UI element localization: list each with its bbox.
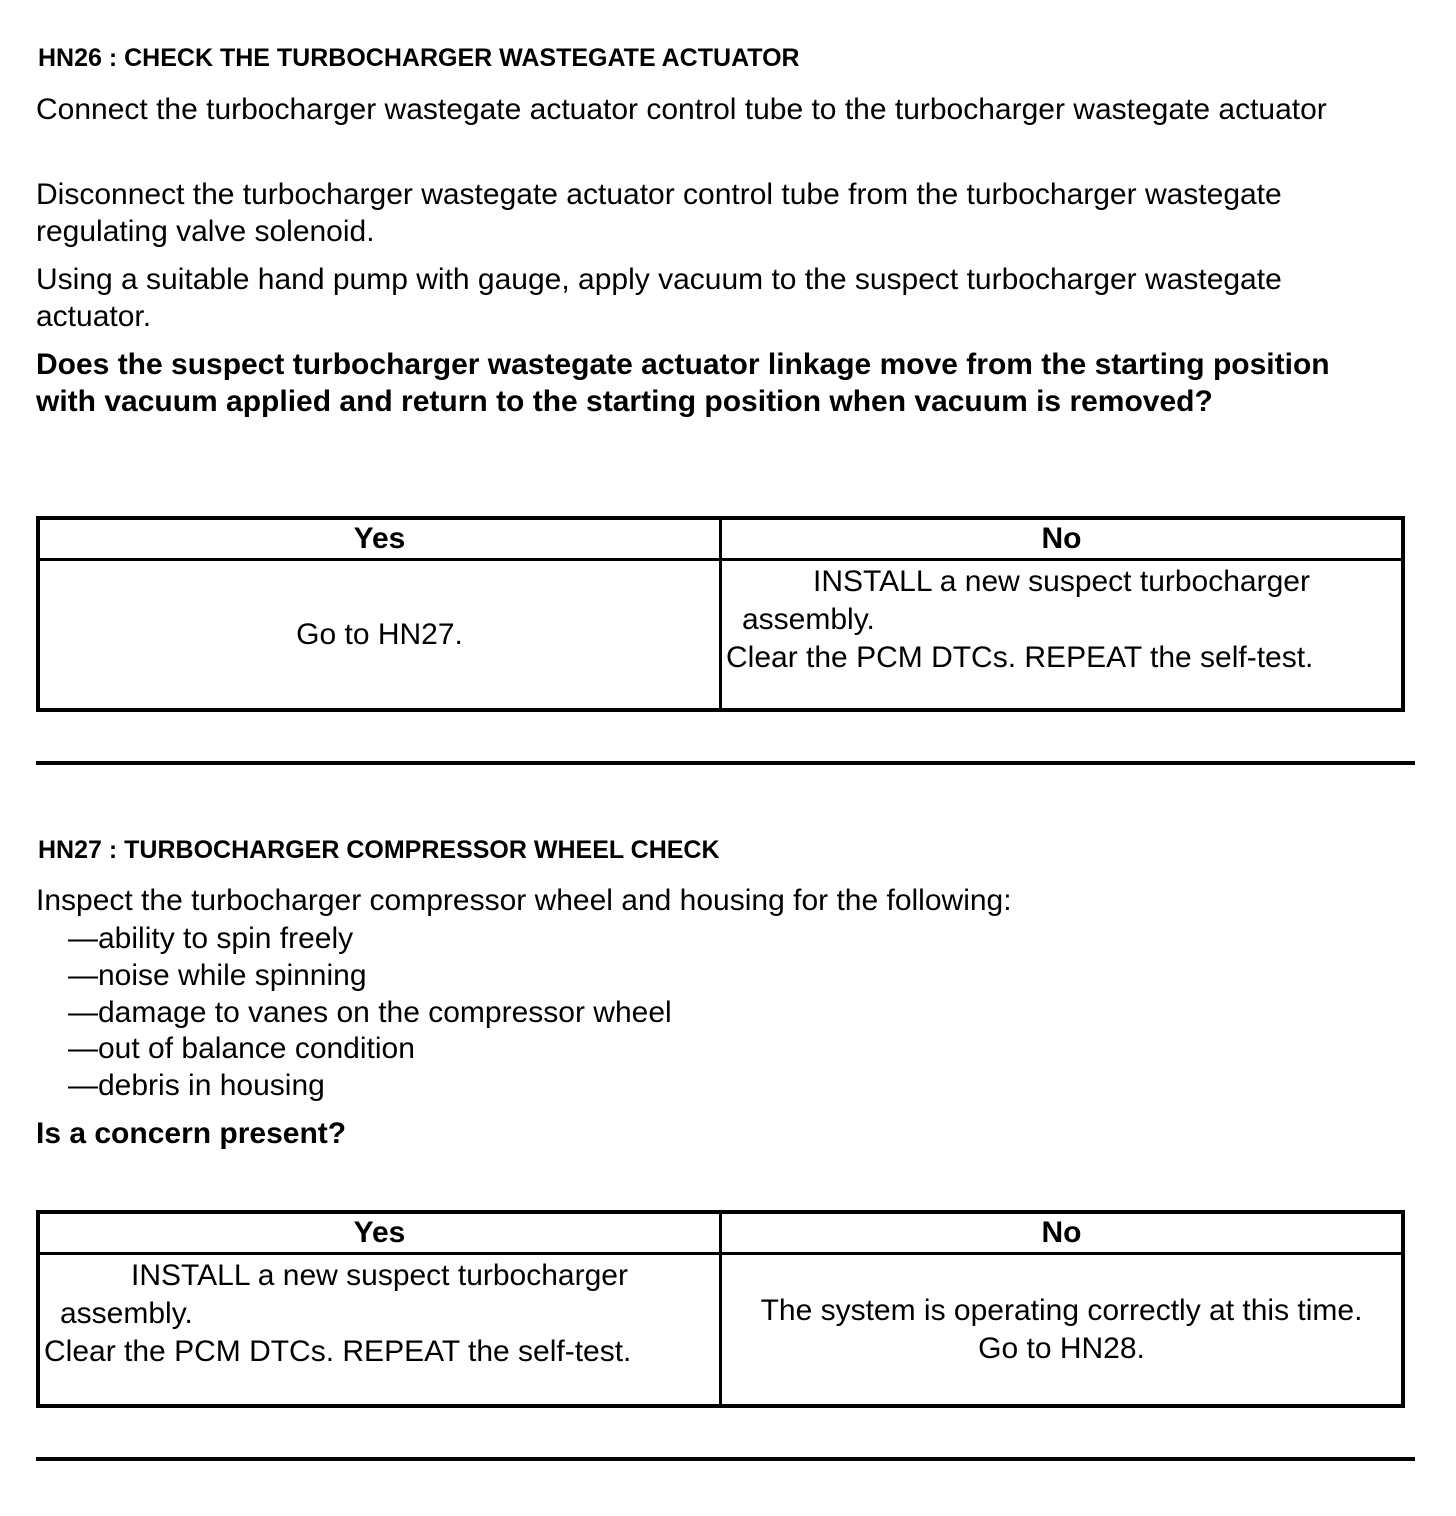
hn26-step-2: Disconnect the turbocharger wastegate actuator control tube from the turbocharger wastegate regulating valve solenoid. (36, 178, 1282, 248)
yes-action-line: Clear the PCM DTCs. REPEAT the self-test. (44, 1335, 632, 1368)
no-action-line: Clear the PCM DTCs. REPEAT the self-test. (726, 641, 1314, 674)
yes-action-line: INSTALL a new suspect turbocharger (131, 1259, 628, 1292)
check-item: —noise while spinning (68, 959, 367, 992)
section-divider (36, 1457, 1415, 1461)
yes-header: Yes (38, 518, 721, 560)
no-action-line: assembly. (742, 603, 875, 636)
no-action-line: The system is operating correctly at this time. (760, 1293, 1363, 1327)
no-header: No (721, 1212, 1404, 1254)
no-header: No (721, 518, 1404, 560)
hn26-yes-cell (38, 560, 721, 711)
hn27-question: Is a concern present? (36, 1117, 347, 1150)
hn26-heading: HN26 : CHECK THE TURBOCHARGER WASTEGATE ACTUATOR (38, 44, 800, 72)
no-action-line: INSTALL a new suspect turbocharger (813, 565, 1310, 598)
hn26-no-cell (721, 560, 1404, 711)
section-divider (36, 761, 1415, 765)
check-item: —out of balance condition (68, 1032, 415, 1065)
hn27-yes-cell (38, 1254, 721, 1407)
hn26-result-table (36, 516, 1405, 712)
hn26-step-1: Connect the turbocharger wastegate actuator control tube to the turbocharger wastegate actuator (36, 93, 1327, 126)
hn27-intro: Inspect the turbocharger compressor wheel and housing for the following: (36, 884, 1012, 917)
go-to-hn27-link[interactable]: Go to HN27. (296, 617, 463, 651)
hn27-no-cell (721, 1254, 1404, 1407)
yes-action-line: assembly. (60, 1297, 193, 1330)
hn26-question: Does the suspect turbocharger wastegate actuator linkage move from the starting position with vacuum applied and return to the starting position when vacuum is removed? (36, 348, 1330, 418)
check-item: —debris in housing (68, 1069, 325, 1102)
check-item: —damage to vanes on the compressor wheel (68, 996, 672, 1029)
check-item: —ability to spin freely (68, 922, 354, 955)
hn27-heading: HN27 : TURBOCHARGER COMPRESSOR WHEEL CHECK (38, 836, 720, 864)
hn27-result-table (36, 1210, 1405, 1408)
hn26-step-3: Using a suitable hand pump with gauge, apply vacuum to the suspect turbocharger wastegate actuator. (36, 263, 1282, 333)
go-to-hn28-link[interactable]: Go to HN28. (978, 1331, 1145, 1365)
yes-header: Yes (38, 1212, 721, 1254)
